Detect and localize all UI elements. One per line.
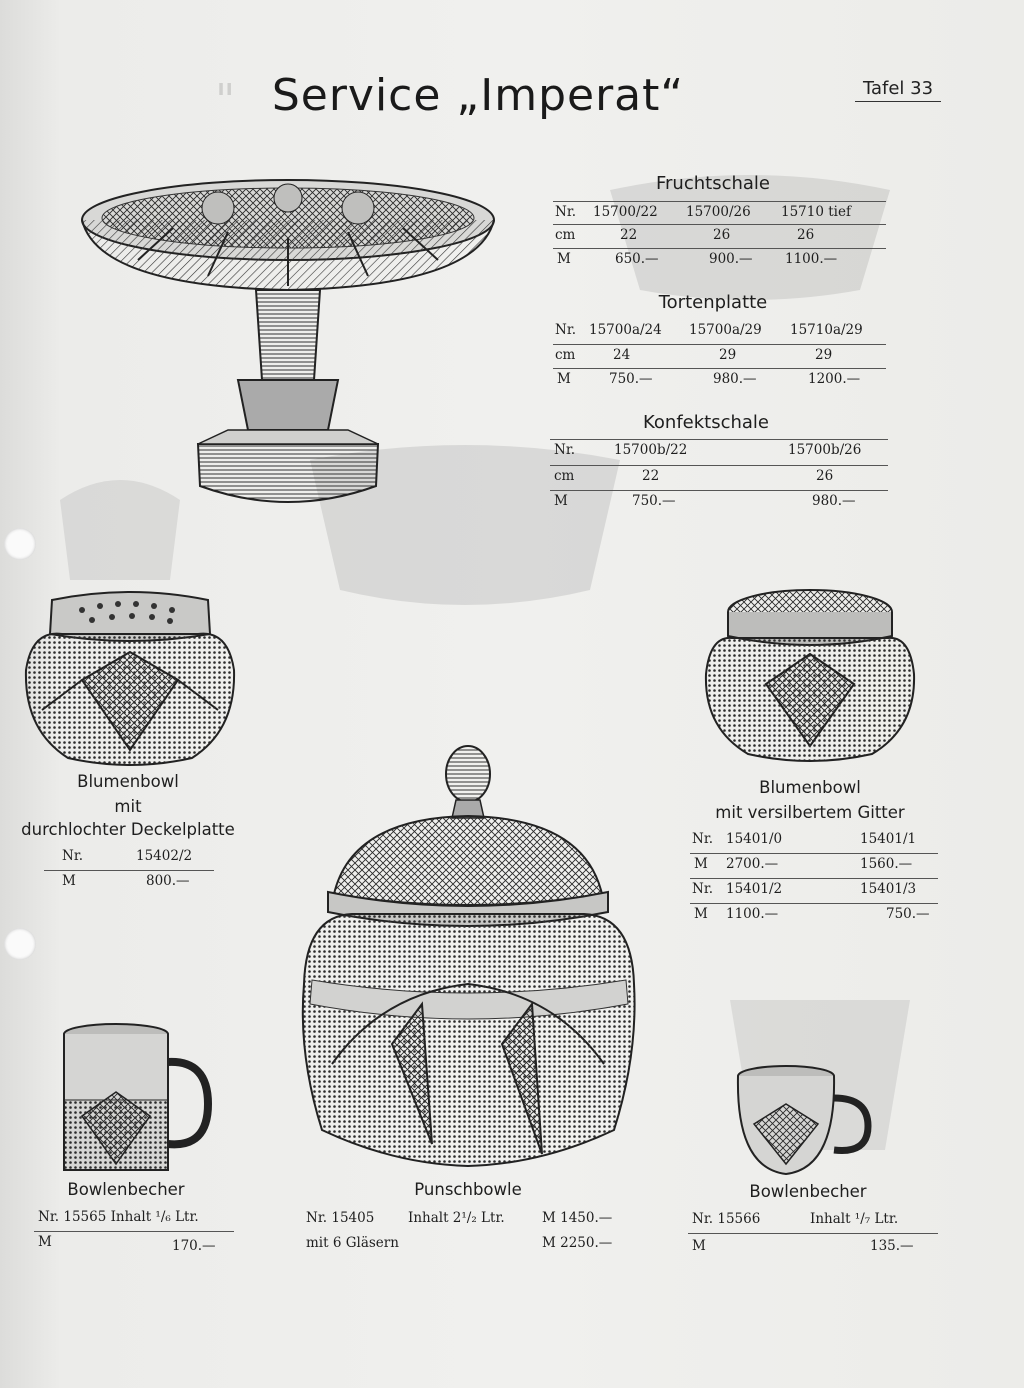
- cell: 1200.—: [808, 371, 861, 387]
- cell: 135.—: [870, 1238, 914, 1254]
- cell: mit 6 Gläsern: [306, 1235, 399, 1251]
- flower-bowl-grid-illustration: [702, 588, 918, 766]
- cell: Nr. 15405: [306, 1210, 375, 1226]
- flower-bowl-grid-row-nr2: [690, 878, 938, 901]
- cell: Nr. 15565 Inhalt ¹/₆ Ltr.: [38, 1209, 199, 1225]
- cell: 15402/2: [136, 848, 193, 864]
- cell: 29: [719, 347, 737, 363]
- cell: Nr.: [692, 831, 714, 847]
- punch-mug-1-row-nr: [34, 1207, 234, 1229]
- punch-mug-2-row-nr: [688, 1209, 938, 1231]
- cell: 24: [613, 347, 631, 363]
- cell: 26: [816, 468, 834, 484]
- fruit-bowl-illustration: [78, 168, 498, 520]
- cell: 1560.—: [860, 856, 913, 872]
- cell: Inhalt 2¹/₂ Ltr.: [408, 1210, 505, 1226]
- cell: 900.—: [709, 251, 753, 267]
- cell: 800.—: [146, 873, 190, 889]
- cell: 15700b/22: [614, 442, 688, 458]
- cell: M: [38, 1234, 52, 1250]
- punch-bowl-row-1: [306, 1208, 636, 1230]
- cell: 980.—: [812, 493, 856, 509]
- fruchtschale-row-m: [553, 248, 886, 271]
- konfektschale-row-nr: [550, 439, 888, 462]
- cell: cm: [554, 468, 575, 484]
- tortenplatte-title: Tortenplatte: [658, 292, 768, 313]
- tortenplatte-row-m: [553, 368, 886, 391]
- cell: 26: [713, 227, 731, 243]
- cell: 29: [815, 347, 833, 363]
- cell: 750.—: [886, 906, 930, 922]
- plate-number: Tafel 33: [855, 78, 941, 102]
- cell: Nr.: [555, 322, 577, 338]
- cell: 15401/1: [860, 831, 917, 847]
- cell: 1100.—: [726, 906, 779, 922]
- cell: 22: [642, 468, 660, 484]
- cell: 15700a/24: [589, 322, 662, 338]
- cell: M: [554, 493, 568, 509]
- cell: M: [694, 856, 708, 872]
- flower-bowl-perforated-caption-3: durchlochter Deckelplatte: [21, 820, 235, 839]
- cell: 15700b/26: [788, 442, 862, 458]
- konfektschale-row-m: [550, 490, 888, 513]
- tortenplatte-row-nr: [553, 320, 886, 342]
- cell: Nr.: [692, 881, 714, 897]
- flower-bowl-grid-row-nr1: [690, 829, 938, 851]
- fruchtschale-row-cm: [553, 224, 886, 247]
- page-title: Service „Imperat“: [271, 70, 685, 121]
- punch-hole-top: [4, 528, 36, 560]
- flower-bowl-perforated-row-nr: [44, 846, 214, 868]
- punch-mug-2-row-m: [688, 1233, 938, 1256]
- flower-bowl-grid-caption-2: mit versilbertem Gitter: [715, 803, 905, 822]
- punch-mug-2-illustration: [734, 1064, 872, 1178]
- fruchtschale-title: Fruchtschale: [655, 173, 770, 194]
- punch-mug-1-caption: Bowlenbecher: [67, 1180, 185, 1199]
- cell: 170.—: [172, 1238, 216, 1254]
- punch-mug-1-illustration: [58, 1020, 214, 1178]
- tortenplatte-row-cm: [553, 344, 886, 367]
- cell: 26: [797, 227, 815, 243]
- cell: 1100.—: [785, 251, 838, 267]
- cell: 980.—: [713, 371, 757, 387]
- cell: Nr.: [554, 442, 576, 458]
- flower-bowl-perforated-row-m: [44, 870, 214, 893]
- punch-bowl-caption: Punschbowle: [414, 1180, 522, 1199]
- cell: 15401/0: [726, 831, 783, 847]
- cell: 15700a/29: [689, 322, 762, 338]
- cell: M 1450.—: [542, 1210, 613, 1226]
- konfektschale-row-cm: [550, 465, 888, 488]
- cell: cm: [555, 347, 576, 363]
- cell: 750.—: [609, 371, 653, 387]
- punch-mug-1-row-m: [34, 1231, 234, 1254]
- cell: 650.—: [615, 251, 659, 267]
- cell: M: [692, 1238, 706, 1254]
- cell: Nr.: [555, 204, 577, 220]
- flower-bowl-grid-row-m1: [690, 853, 938, 876]
- flower-bowl-perforated-caption-2: mit: [114, 797, 142, 816]
- cell: 2700.—: [726, 856, 779, 872]
- cell: cm: [555, 227, 576, 243]
- cell: 15710a/29: [790, 322, 863, 338]
- flower-bowl-grid-row-m2: [690, 903, 938, 926]
- cell: 750.—: [632, 493, 676, 509]
- punch-bowl-illustration: [292, 744, 652, 1176]
- bleedthrough-heading: ": [215, 75, 236, 126]
- cell: 15401/2: [726, 881, 783, 897]
- cell: M: [62, 873, 76, 889]
- cell: 15700/26: [686, 204, 751, 220]
- cell: M: [557, 251, 571, 267]
- punch-bowl-row-2: [306, 1233, 636, 1255]
- cell: M 2250.—: [542, 1235, 613, 1251]
- konfektschale-title: Konfektschale: [642, 412, 769, 433]
- cell: Inhalt ¹/₇ Ltr.: [810, 1211, 899, 1227]
- cell: 22: [620, 227, 638, 243]
- flower-bowl-perforated-caption-1: Blumenbowl: [77, 772, 179, 791]
- cell: 15700/22: [593, 204, 658, 220]
- fruchtschale-row-nr: [553, 201, 886, 224]
- punch-mug-2-caption: Bowlenbecher: [749, 1182, 867, 1201]
- cell: M: [694, 906, 708, 922]
- cell: Nr.: [62, 848, 84, 864]
- cell: 15710 tief: [781, 204, 851, 220]
- cell: M: [557, 371, 571, 387]
- cell: 15401/3: [860, 881, 917, 897]
- punch-hole-bottom: [4, 928, 36, 960]
- cell: Nr. 15566: [692, 1211, 761, 1227]
- flower-bowl-grid-caption-1: Blumenbowl: [759, 778, 861, 797]
- flower-bowl-perforated-illustration: [22, 590, 238, 768]
